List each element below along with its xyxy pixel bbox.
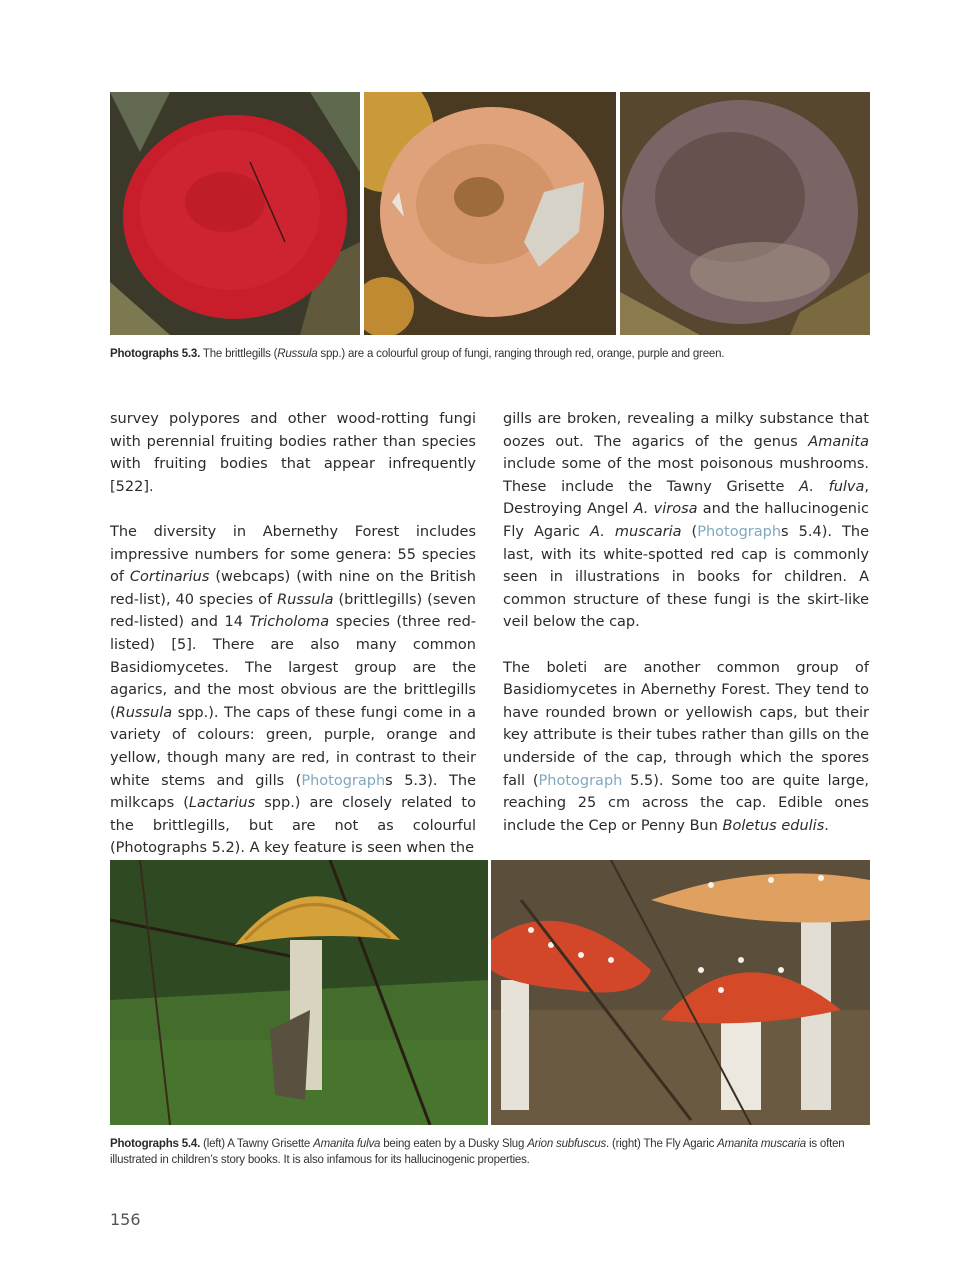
figure-caption-top: Photographs 5.3. The brittlegills (Russula spp.) are a colourful group of fungi, ranging through red, orange, purple and green.: [110, 348, 725, 360]
photograph-link[interactable]: Photograph: [697, 523, 782, 540]
photo-red-brittlegill: [110, 92, 360, 335]
photo-tawny-grisette: [110, 860, 488, 1125]
right-column: [503, 408, 869, 860]
paragraph: The diversity in Abernethy Forest includes impressive numbers for some genera: 55 species of Cortinarius (webcaps) (with nine on the British red-list), 40 species of Russula (brittlegills) (seven red-listed) and 14 Tricholoma species (three red-listed) [5]. There are also many common Basidiomycetes. The largest group are the agarics, and the most obvious are the brittlegills (Russula spp.). The caps of these fungi come in a variety of colours: green, purple, orange and yellow, though many are red, in contrast to their white stems and gills (Photographs 5.3). The milkcaps (Lactarius spp.) are closely related to the brittlegills, but are not as colourful (Photographs 5.2). A key feature is seen when the: [110, 523, 476, 857]
photograph-link[interactable]: Photograph: [301, 772, 386, 789]
paragraph: gills are broken, revealing a milky substance that oozes out. The agarics of the genus Amanita include some of the most poisonous mushrooms. These include the Tawny Grisette A. fulva, Destroying Angel A. virosa and the hallucinogenic Fly Agaric A. muscaria (Photographs 5.4). The last, with its white-spotted red cap is commonly seen in illustrations in books for children. A common structure of these fungi is the skirt-like veil below the cap.: [503, 411, 870, 631]
photo-purple-brittlegill: [620, 92, 870, 335]
figure-caption-bottom: Photographs 5.4. (left) A Tawny Grisette Amanita fulva being eaten by a Dusky Slug Arion subfuscus. (right) The Fly Agaric Amanita muscaria is often illustrated in children’s story books. It is also infamous for its hallucinogenic properties.: [110, 1138, 845, 1166]
photo-fly-agaric: [491, 860, 870, 1125]
caption-label: Photographs 5.3.: [110, 348, 201, 360]
photo-orange-brittlegill: [364, 92, 616, 335]
page-number: 156: [110, 1210, 141, 1229]
paragraph: survey polypores and other wood-rotting fungi with perennial fruiting bodies rather than species with fruiting bodies that appear infrequently [522].: [110, 411, 476, 495]
left-column: [110, 408, 476, 882]
paragraph: The boleti are another common group of Basidiomycetes in Abernethy Forest. They tend to have rounded brown or yellowish caps, but their key attribute is their tubes rather than gills on the underside of the cap, through which the spores fall (Photograph 5.5). Some too are quite large, reaching 25 cm across the cap. Edible ones include the Cep or Penny Bun Boletus edulis.: [503, 659, 869, 834]
caption-label: Photographs 5.4.: [110, 1138, 201, 1150]
photograph-link[interactable]: Photograph: [538, 772, 623, 789]
